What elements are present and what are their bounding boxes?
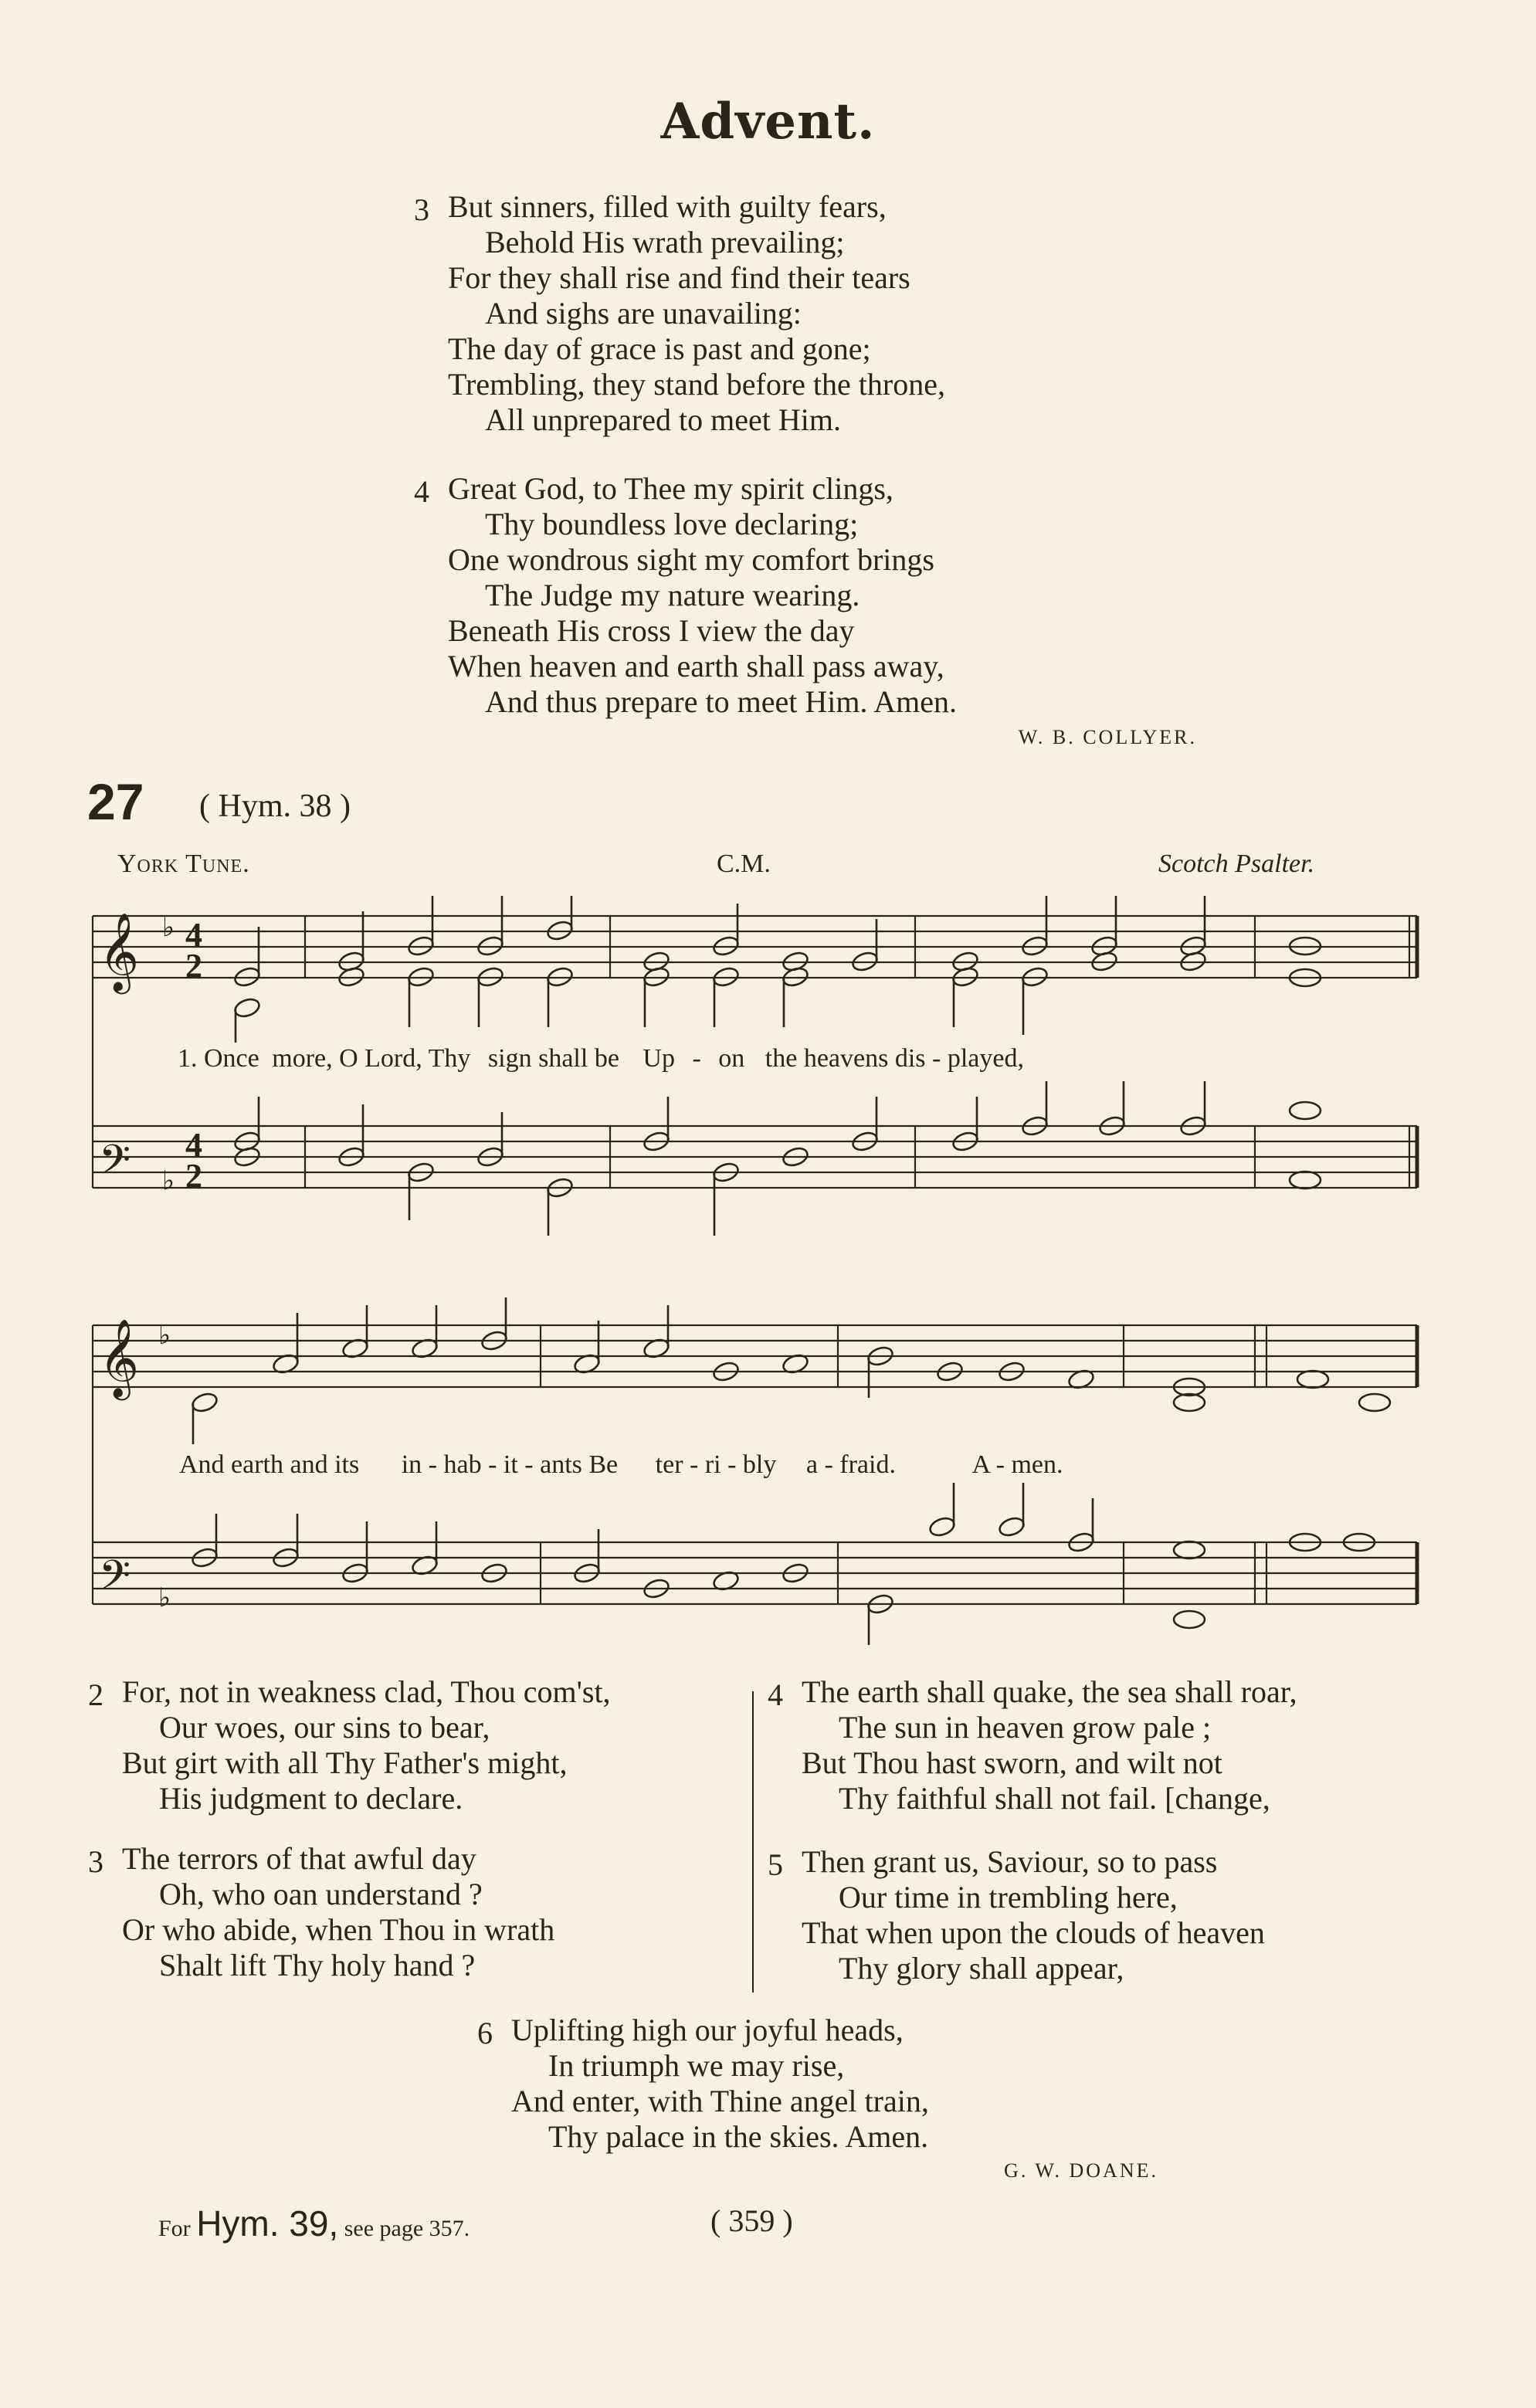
time-sig-top: 4: [185, 916, 202, 954]
verse-line: The day of grace is past and gone;: [448, 331, 871, 366]
verse-line: When heaven and earth shall pass away,: [448, 649, 944, 683]
verse-3: [88, 1841, 555, 1983]
verse-6: [477, 2013, 929, 2155]
flat-icon: ♭: [158, 1320, 171, 1351]
verse-line: Shalt lift Thy holy hand ?: [159, 1948, 476, 1982]
verse-number: 6: [477, 2016, 493, 2050]
verse-line: For they shall rise and find their tears: [448, 260, 910, 295]
verse-line: One wondrous sight my comfort brings: [448, 542, 934, 577]
verse-line: That when upon the clouds of heaven: [802, 1915, 1265, 1950]
verse-line: All unprepared to meet Him.: [485, 402, 841, 437]
treble-clef-icon: 𝄞: [99, 1318, 140, 1397]
staff-treble-1: [93, 916, 1417, 978]
lyrics-line-1: 1. Once more, O Lord, Thy sign shall be Up - on the heavens dis - played,: [178, 1044, 1024, 1073]
prev-hymn-author: W. B. COLLYER.: [1018, 726, 1197, 748]
column-divider: [752, 1691, 754, 1993]
verse-number: 3: [414, 192, 429, 227]
verse-line: But girt with all Thy Father's might,: [122, 1745, 568, 1780]
verse-line: And enter, with Thine angel train,: [511, 2084, 929, 2118]
verse-line: Trembling, they stand before the throne,: [448, 367, 945, 402]
staff-bass-1: [93, 1126, 1417, 1188]
verse-line: And sighs are unavailing:: [485, 296, 802, 331]
verse-5: [768, 1844, 1265, 1986]
tune-name: York Tune.: [117, 850, 250, 878]
verse-line: Then grant us, Saviour, so to pass: [802, 1844, 1218, 1879]
verse-line: Our woes, our sins to bear,: [159, 1710, 490, 1745]
verse-line: But Thou hast sworn, and wilt not: [802, 1745, 1222, 1780]
verse-line: Or who abide, when Thou in wrath: [122, 1912, 555, 1947]
verse-line: Oh, who oan understand ?: [159, 1877, 483, 1911]
footer-note: [158, 2203, 470, 2244]
verse-line: The earth shall quake, the sea shall roar,: [802, 1674, 1297, 1709]
verse-line: Thy faithful shall not fail. [change,: [839, 1781, 1270, 1816]
notes-bass-2: [191, 1483, 1375, 1645]
verse-line: Uplifting high our joyful heads,: [511, 2013, 904, 2047]
hymn-number: 27: [87, 773, 144, 830]
time-sig-top: 4: [185, 1126, 202, 1164]
bass-clef-icon: 𝄢: [99, 1137, 131, 1194]
verse-line: Thy glory shall appear,: [839, 1951, 1124, 1986]
hymn-author: G. W. DOANE.: [1004, 2159, 1158, 2182]
flat-icon: ♭: [162, 1165, 175, 1196]
time-sig-bottom: 2: [185, 1157, 202, 1195]
bass-clef-icon: 𝄢: [99, 1552, 131, 1609]
verse-number: 5: [768, 1847, 783, 1882]
verse-line: For, not in weakness clad, Thou com'st,: [122, 1674, 611, 1709]
footer-suffix: see page 357.: [344, 2216, 470, 2241]
verse-line: In triumph we may rise,: [548, 2048, 845, 2083]
lyrics-line-2: And earth and its in - hab - it - ants Be ter - ri - bly a - fraid. A - men.: [179, 1450, 1063, 1479]
verse-line: Thy boundless love declaring;: [485, 507, 859, 541]
time-sig-bottom: 2: [185, 947, 202, 985]
flat-icon: ♭: [162, 912, 175, 943]
verse-line: And thus prepare to meet Him. Amen.: [485, 684, 957, 719]
notes-system-1: [233, 896, 1321, 1043]
tune-meter: C.M.: [717, 850, 771, 878]
verse-line: The Judge my nature wearing.: [485, 578, 860, 612]
verse-number: 4: [414, 474, 429, 509]
treble-clef-icon: 𝄞: [99, 911, 140, 991]
verse-line: His judgment to declare.: [159, 1781, 463, 1816]
verse-line: Great God, to Thee my spirit clings,: [448, 471, 893, 506]
verse-line: The sun in heaven grow pale ;: [839, 1710, 1212, 1745]
footer-prefix: For: [158, 2216, 191, 2241]
verse-line: Beneath His cross I view the day: [448, 613, 855, 648]
verse-number: 3: [88, 1844, 103, 1879]
verse-4: [768, 1674, 1297, 1816]
verse-line: The terrors of that awful day: [122, 1841, 476, 1876]
tune-source: Scotch Psalter.: [1158, 850, 1315, 878]
staff-bass-2: [93, 1542, 1417, 1604]
notes-bass-1: [233, 1081, 1321, 1236]
page-number: ( 359 ): [710, 2203, 793, 2238]
verse-line: But sinners, filled with guilty fears,: [448, 189, 887, 224]
footer-hymn-label: Hym. 39,: [196, 2203, 339, 2244]
verse-line: Behold His wrath prevailing;: [485, 225, 845, 259]
page-title: Advent.: [660, 93, 876, 151]
verse-line: Our time in trembling here,: [839, 1880, 1178, 1915]
verse-number: 2: [88, 1677, 103, 1712]
verse-number: 4: [768, 1677, 783, 1712]
verse-line: Thy palace in the skies. Amen.: [548, 2119, 929, 2154]
verse-2: [88, 1674, 611, 1816]
hymn-reference: ( Hym. 38 ): [199, 789, 351, 824]
flat-icon: ♭: [158, 1582, 171, 1613]
